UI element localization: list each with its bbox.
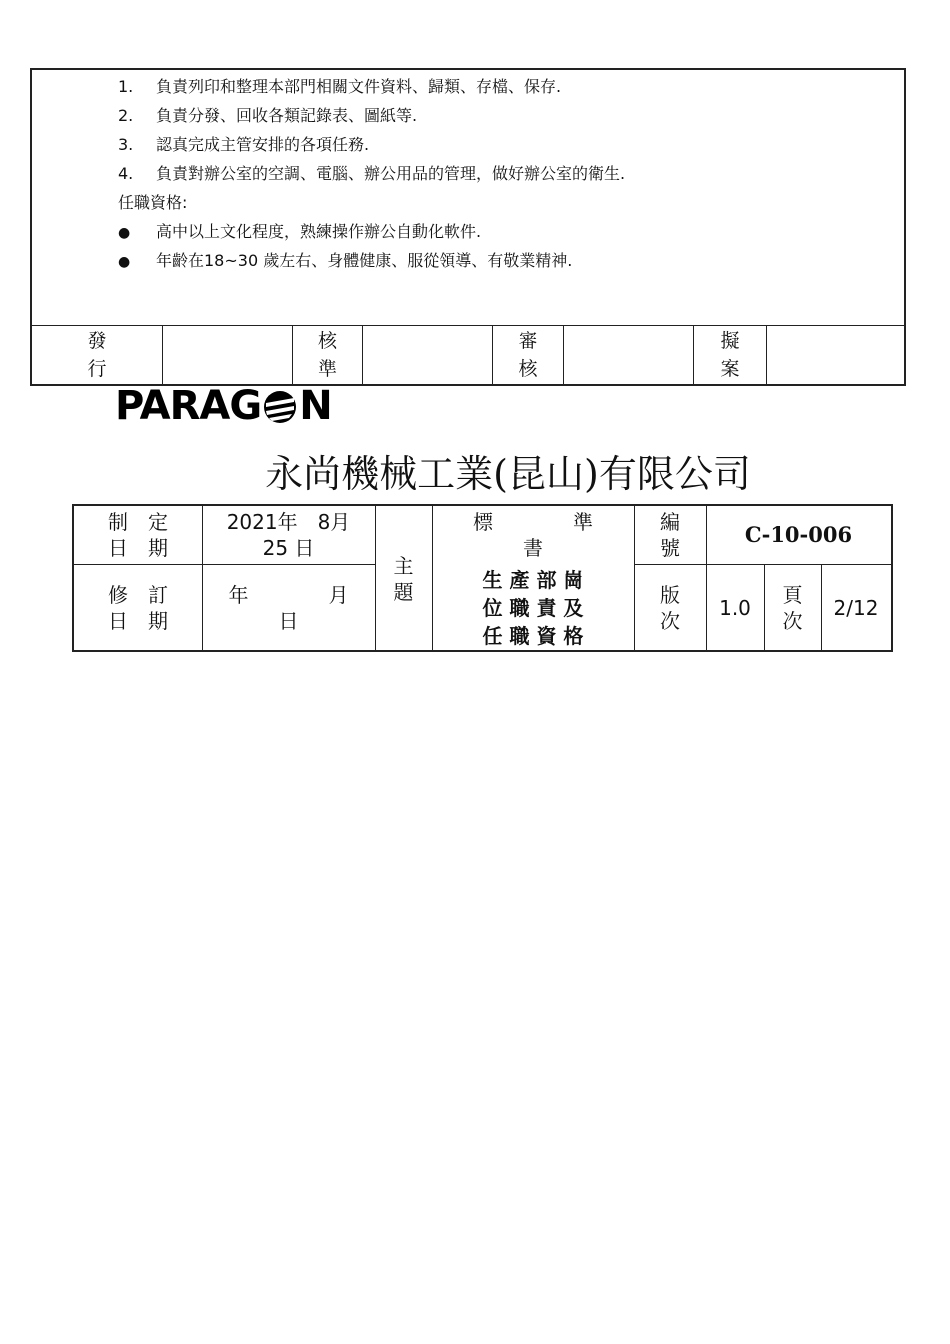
established-date-label: 制 定 日 期 — [108, 510, 168, 560]
draft-signature-cell — [766, 326, 904, 384]
revision-date-label: 修 訂 日 期 — [108, 583, 168, 633]
company-name: 永尚機械工業(昆山)有限公司 — [265, 452, 751, 496]
document-code: C-10-006 — [744, 522, 853, 547]
issue-label-cell: 發 行 — [87, 330, 107, 380]
qualification-item: ● 年齡在18~30 歲左右、身體健康、服從領導、有敬業精神. — [118, 246, 898, 275]
logo-globe-icon — [262, 386, 298, 426]
approve-signature-cell — [362, 326, 492, 384]
bullet-icon: ● — [118, 254, 131, 270]
duties-list — [118, 72, 898, 275]
qualification-item: ● 高中以上文化程度，熟練操作辦公自動化軟件. — [118, 217, 898, 246]
document-type: 標 準 書 — [473, 510, 593, 560]
revision-date-value: 年 月 日 — [228, 583, 349, 633]
page-value: 2/12 — [833, 596, 879, 620]
version-label: 版 次 — [660, 583, 680, 633]
duty-item: 1. 負責列印和整理本部門相關文件資料、歸類、存檔、保存. — [118, 77, 562, 96]
page-label: 頁 次 — [782, 583, 803, 633]
review-label-cell: 審 核 — [492, 326, 563, 384]
subject-value: 生 產 部 崗 位 職 責 及 任 職 資 格 — [482, 568, 584, 648]
document-header-table — [72, 504, 893, 652]
duties-box — [30, 68, 906, 386]
subject-label: 主 題 — [393, 554, 414, 604]
issue-signature-cell — [162, 326, 292, 384]
bullet-icon: ● — [118, 225, 131, 241]
approve-label-cell: 核 準 — [292, 326, 362, 384]
duty-item: 4. 負責對辦公室的空調、電腦、辦公用品的管理，做好辦公室的衛生. — [118, 164, 626, 183]
version-value: 1.0 — [719, 596, 751, 620]
duty-item: 3. 認真完成主管安排的各項任務. — [118, 135, 370, 154]
established-date-value: 2021年 8月 25 日 — [226, 510, 351, 560]
qualifications-heading: 任職資格: — [118, 193, 188, 212]
code-label: 編 號 — [660, 510, 680, 560]
draft-label-cell: 擬 案 — [693, 326, 766, 384]
review-signature-cell — [563, 326, 693, 384]
paragon-logo: PARAG N — [115, 383, 332, 429]
duty-item: 2. 負責分發、回收各類記錄表、圖紙等. — [118, 106, 418, 125]
signoff-row — [32, 325, 904, 384]
